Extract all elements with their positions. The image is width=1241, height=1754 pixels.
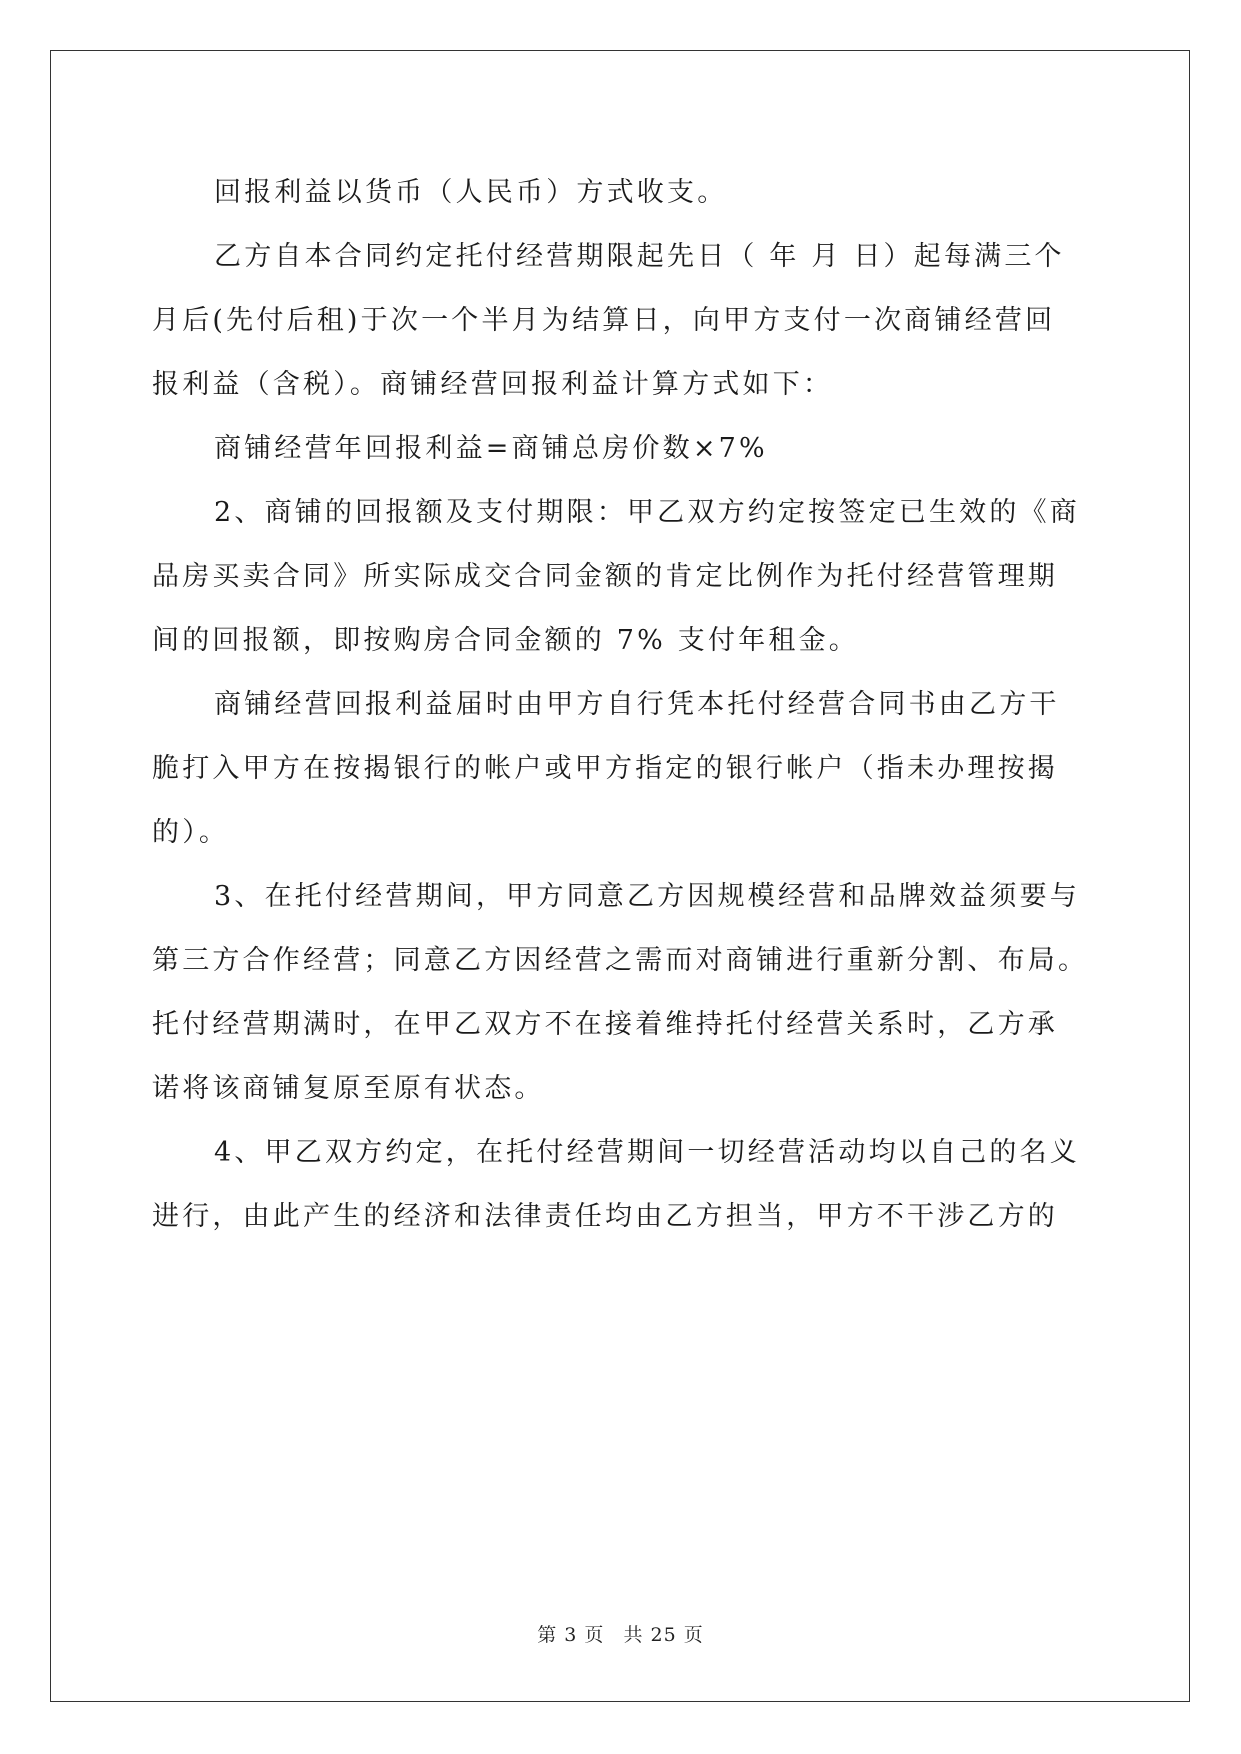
page-number: 第 3 页	[537, 1624, 605, 1646]
text-line: 第三方合作经营；同意乙方因经营之需而对商铺进行重新分割、布局。	[152, 945, 1089, 976]
paragraph	[152, 481, 1092, 673]
paragraph	[152, 865, 1092, 1121]
text-line: 2、商铺的回报额及支付期限：甲乙双方约定按签定已生效的《商	[214, 497, 1080, 528]
text-line: 4、甲乙双方约定，在托付经营期间一切经营活动均以自己的名义	[214, 1137, 1080, 1168]
text-line: 诺将该商铺复原至原有状态。	[152, 1073, 545, 1104]
document-body	[152, 161, 1092, 1249]
text-line: 商铺经营回报利益届时由甲方自行凭本托付经营合同书由乙方干	[214, 689, 1060, 720]
text-line: 回报利益以货币（人民币）方式收支。	[214, 177, 728, 208]
text-line: 托付经营期满时，在甲乙双方不在接着维持托付经营关系时，乙方承	[152, 1009, 1058, 1040]
page-total: 共 25 页	[623, 1624, 704, 1646]
text-line: 月后(先付后租)于次一个半月为结算日，向甲方支付一次商铺经营回	[152, 305, 1056, 336]
page-footer	[0, 1620, 1241, 1647]
text-line: 商铺经营年回报利益=商铺总房价数×7%	[214, 433, 768, 464]
text-line: 间的回报额，即按购房合同金额的 7% 支付年租金。	[152, 625, 859, 656]
text-line: 进行，由此产生的经济和法律责任均由乙方担当，甲方不干涉乙方的	[152, 1201, 1058, 1232]
paragraph	[152, 225, 1092, 417]
text-line: 的）。	[152, 817, 230, 848]
text-line: 品房买卖合同》所实际成交合同金额的肯定比例作为托付经营管理期	[152, 561, 1058, 592]
text-line: 报利益（含税）。商铺经营回报利益计算方式如下：	[152, 369, 834, 400]
paragraph	[152, 1121, 1092, 1249]
text-line: 脆打入甲方在按揭银行的帐户或甲方指定的银行帐户（指未办理按揭	[152, 753, 1058, 784]
paragraph	[152, 673, 1092, 865]
text-line: 3、在托付经营期间，甲方同意乙方因规模经营和品牌效益须要与	[214, 881, 1080, 912]
text-line: 乙方自本合同约定托付经营期限起先日（ 年 月 日）起每满三个	[214, 241, 1065, 272]
paragraph	[152, 417, 1092, 481]
paragraph	[152, 161, 1092, 225]
